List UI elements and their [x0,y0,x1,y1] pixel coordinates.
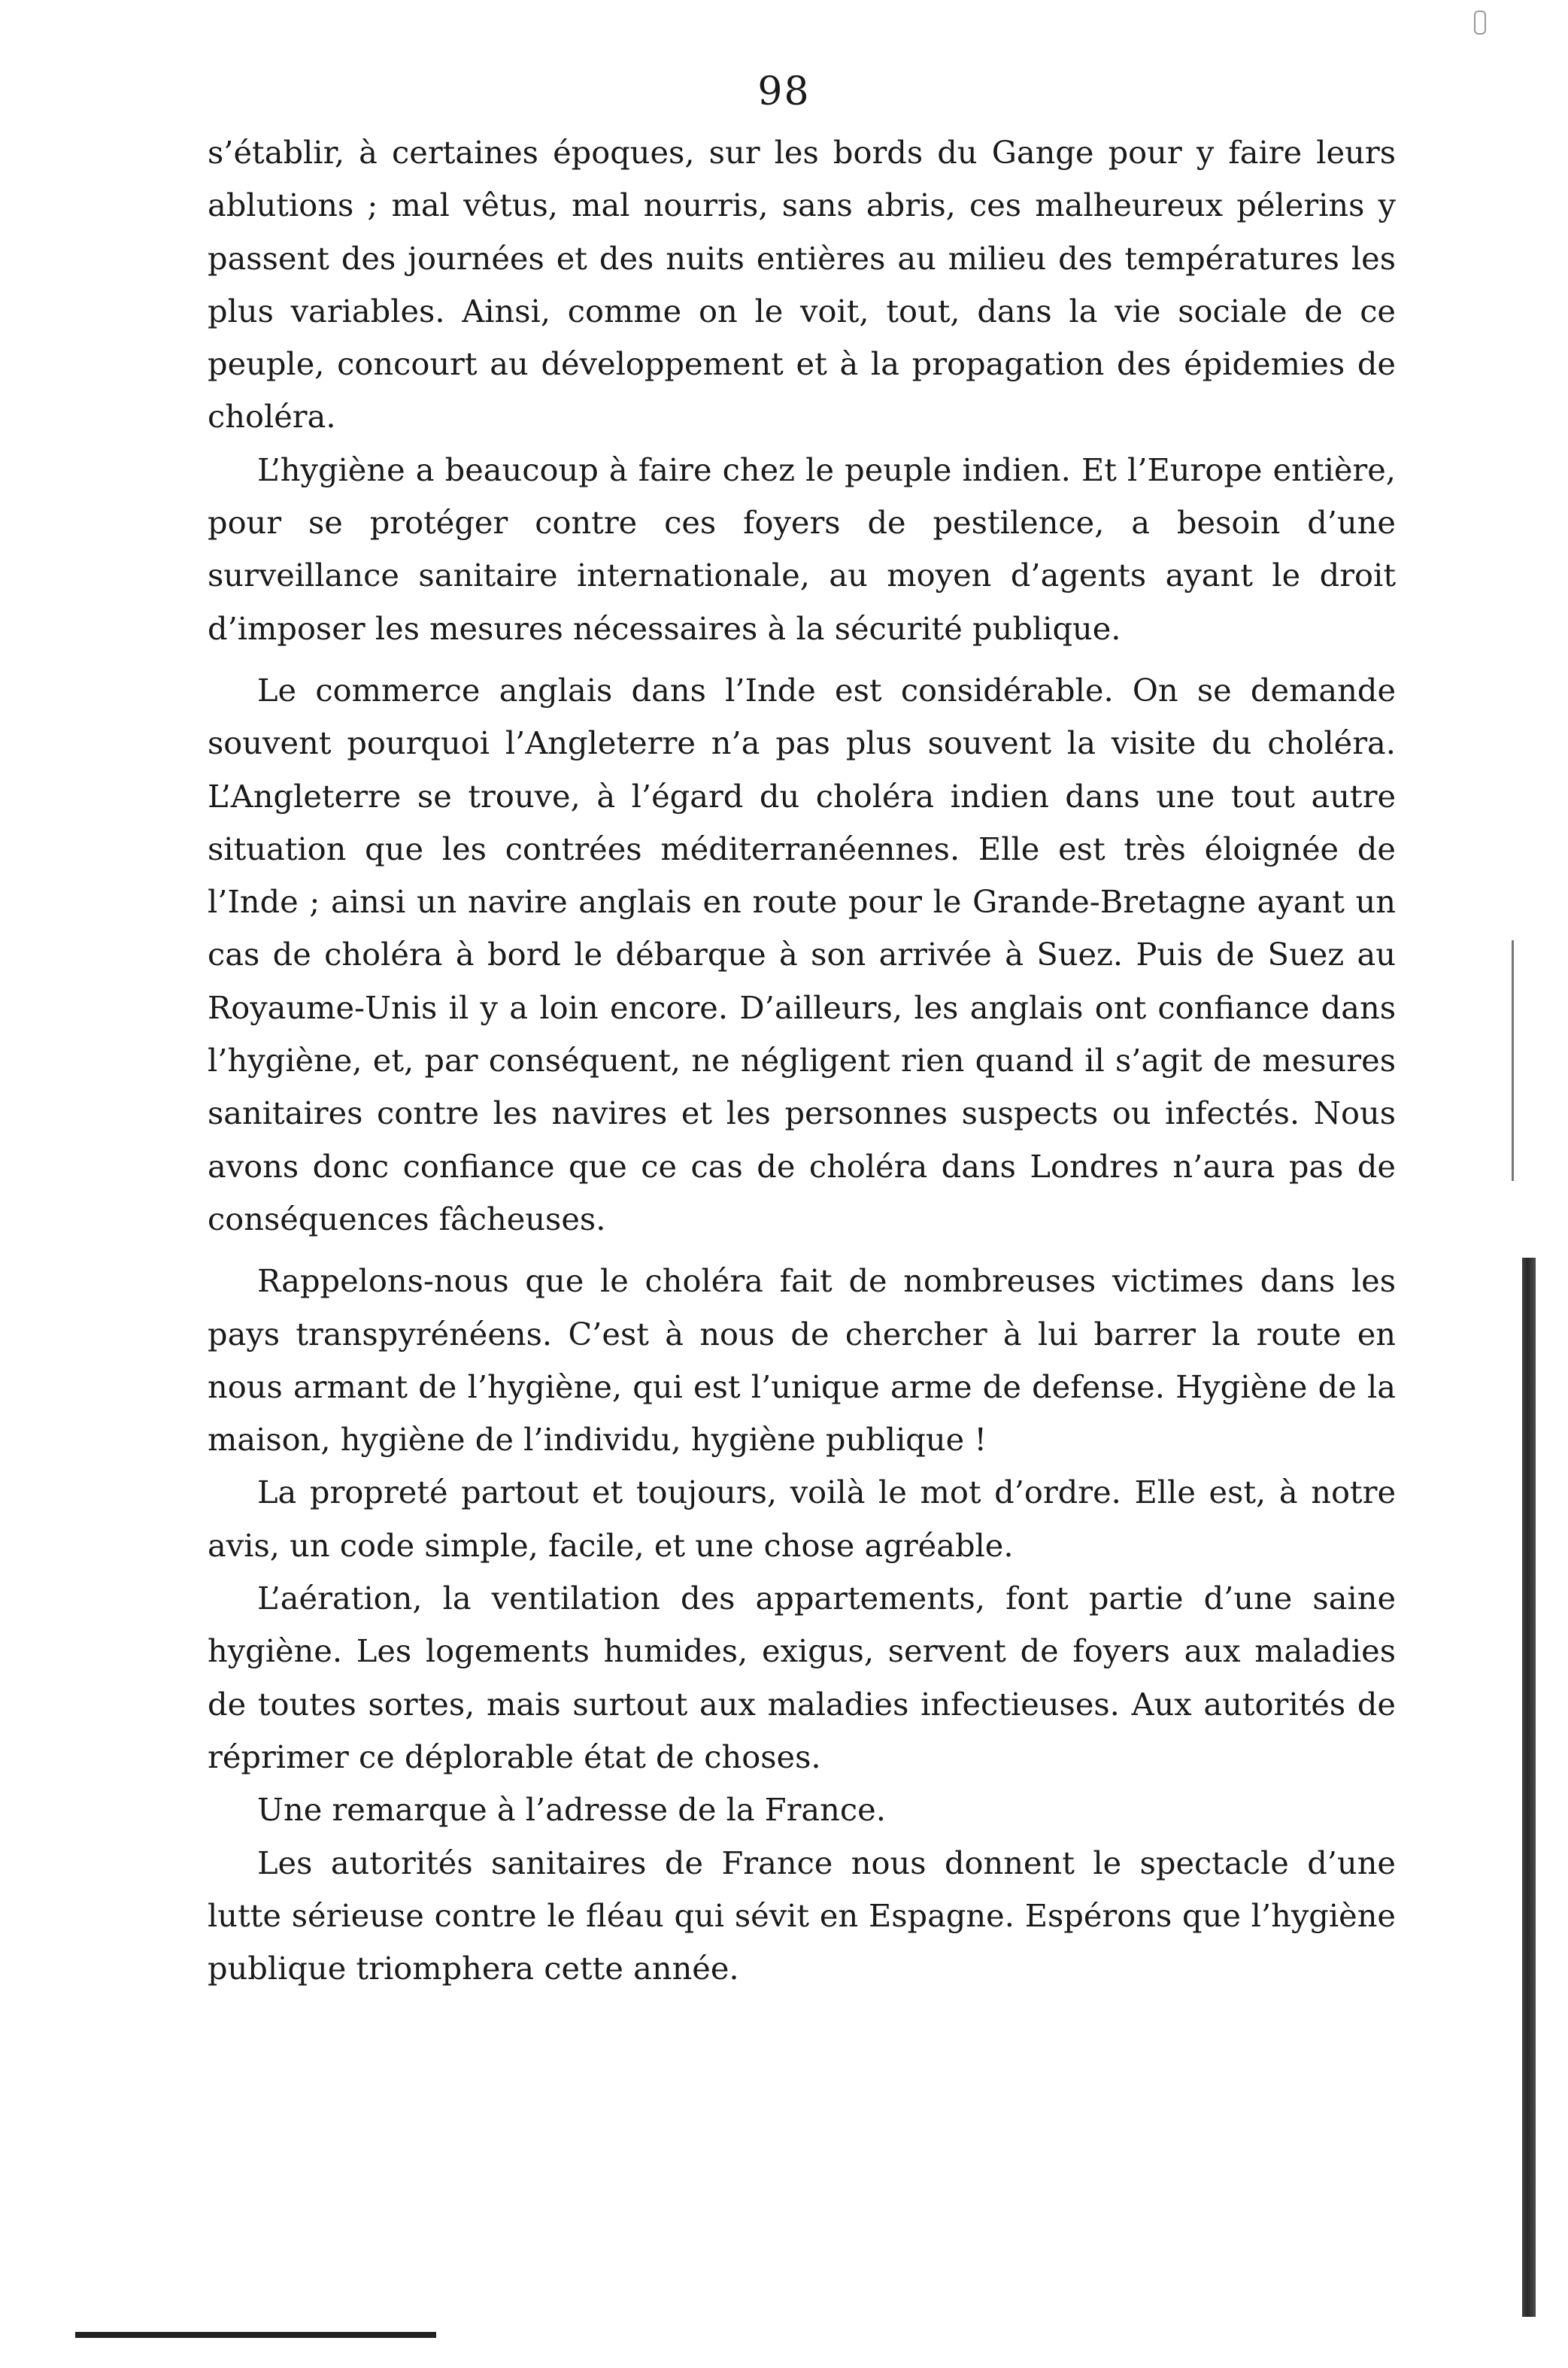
scan-bottom-rule [75,2332,436,2338]
paragraph-remark-france: Une remarque à l’adresse de la France. [257,1791,886,1829]
scan-edge-shadow [1522,1258,1536,2317]
paragraph-ventilation: L’aération, la ventilation des appartements, font partie d’une saine hygiène. Les logements humides, exigus, servent de foyers aux maladies de toutes sortes, mais surtout aux maladies infectieuses. Aux autorités de réprimer ce déplorable état de choses. [208,1580,1396,1775]
paragraph-ganges-pilgrims: s’établir, à certaines époques, sur les bords du Gange pour y faire leurs ablutions ; mal vêtus, mal nourris, sans abris, ces malheureux pélerins y passent des journées et des nuits entières au milieu des températures les plus variables. Ainsi, comme on le voit, tout, dans la vie sociale de ce peuple, concourt au développement et à la propagation des épidemies de choléra. [208,134,1396,436]
page-number: 98 [757,69,811,114]
paragraph-cleanliness: La propreté partout et toujours, voilà le mot d’ordre. Elle est, à notre avis, un code simple, facile, et une chose agréable. [208,1474,1396,1564]
scan-corner-mark [1474,11,1486,35]
paragraph-transpyrenean: Rappelons-nous que le choléra fait de nombreuses victimes dans les pays transpyrénéens. C’est à nous de chercher à lui barrer la route en nous armant de l’hygiène, qui est l’unique arme de defense. Hygiène de la maison, hygiène de l’individu, hygiène publique ! [208,1262,1396,1459]
paragraph-hygiene-india: L’hygiène a beaucoup à faire chez le peuple indien. Et l’Europe entière, pour se protéger contre ces foyers de pestilence, a besoin d’une surveillance sanitaire internationale, au moyen d’agents ayant le droit d’imposer les mesures nécessaires à la sécurité publique. [208,451,1396,647]
scan-edge-line [1512,940,1514,1181]
page-body [208,126,1396,1995]
paragraph-sanitary-authorities: Les autorités sanitaires de France nous donnent le spectacle d’une lutte sérieuse contre le fléau qui sévit en Espagne. Espérons que l’hygiène publique triomphera cette année. [208,1844,1396,1987]
paragraph-english-commerce: Le commerce anglais dans l’Inde est considérable. On se demande souvent pourquoi l’Angleterre n’a pas plus souvent la visite du choléra. L’Angleterre se trouve, à l’égard du choléra indien dans une tout autre situation que les contrées méditerranéennes. Elle est très éloignée de l’Inde ; ainsi un navire anglais en route pour le Grande-Bretagne ayant un cas de choléra à bord le débarque à son arrivée à Suez. Puis de Suez au Royaume-Unis il y a loin encore. D’ailleurs, les anglais ont confiance dans l’hygiène, et, par conséquent, ne négligent rien quand il s’agit de mesures sanitaires contre les navires et les personnes suspects ou infectés. Nous avons donc confiance que ce cas de choléra dans Londres n’aura pas de conséquences fâcheuses. [208,671,1396,1237]
